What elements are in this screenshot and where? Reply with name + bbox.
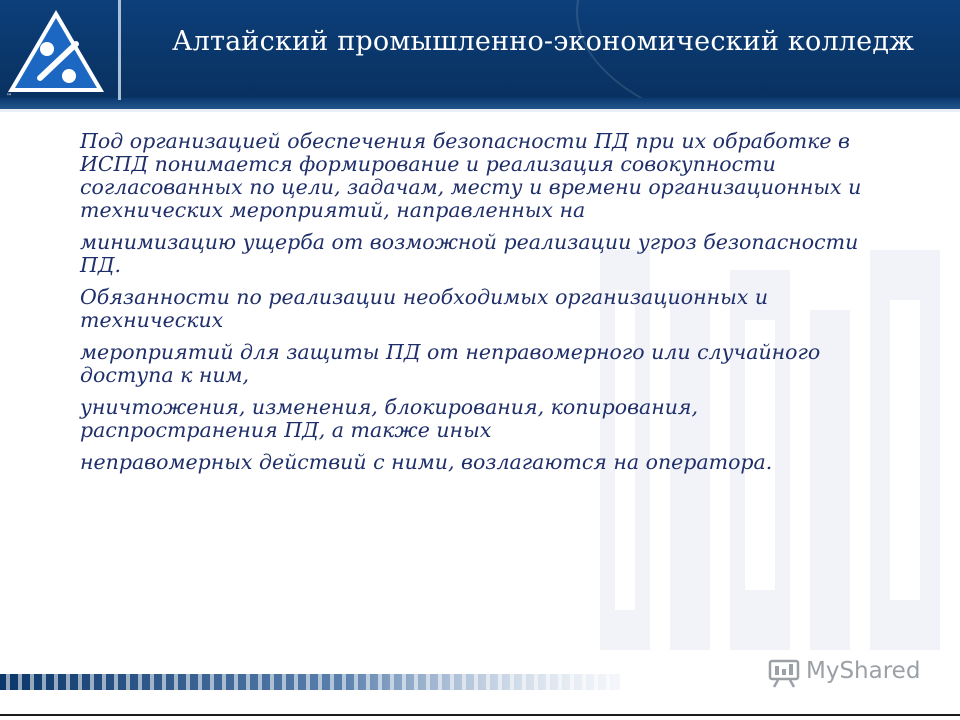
paragraph: уничтожения, изменения, блокирования, копирования, распространения ПД, а также иных — [80, 395, 699, 442]
myshared-logo[interactable] — [768, 656, 938, 692]
bottom-decorative-bar — [0, 674, 620, 690]
paragraph: минимизацию ущерба от возможной реализации угроз безопасности ПД. — [80, 230, 859, 277]
page-title: Алтайский промышленно-экономический колледж — [172, 26, 915, 57]
bottom-line — [0, 714, 960, 716]
header-band — [0, 0, 960, 112]
presentation-board-icon — [768, 658, 800, 688]
header-separator — [0, 109, 960, 112]
paragraph: Под организацией обеспечения безопасности ПД при их обработке в ИСПД понимается формирование и реализация совокупности согласованных по цели, задачам, месту и времени организационных и технических мероприятий, направленных на — [80, 129, 862, 222]
logo-divider — [118, 0, 121, 100]
brand-name: MyShared — [806, 658, 921, 684]
paragraph: мероприятий для защиты ПД от неправомерного или случайного доступа к ним, — [80, 340, 821, 387]
body-text — [80, 130, 900, 483]
college-logo-icon — [0, 0, 112, 100]
svg-text:™: ™ — [6, 93, 12, 100]
paragraph: неправомерных действий с ними, возлагаются на оператора. — [80, 450, 773, 474]
paragraph: Обязанности по реализации необходимых организационных и технических — [80, 285, 769, 332]
